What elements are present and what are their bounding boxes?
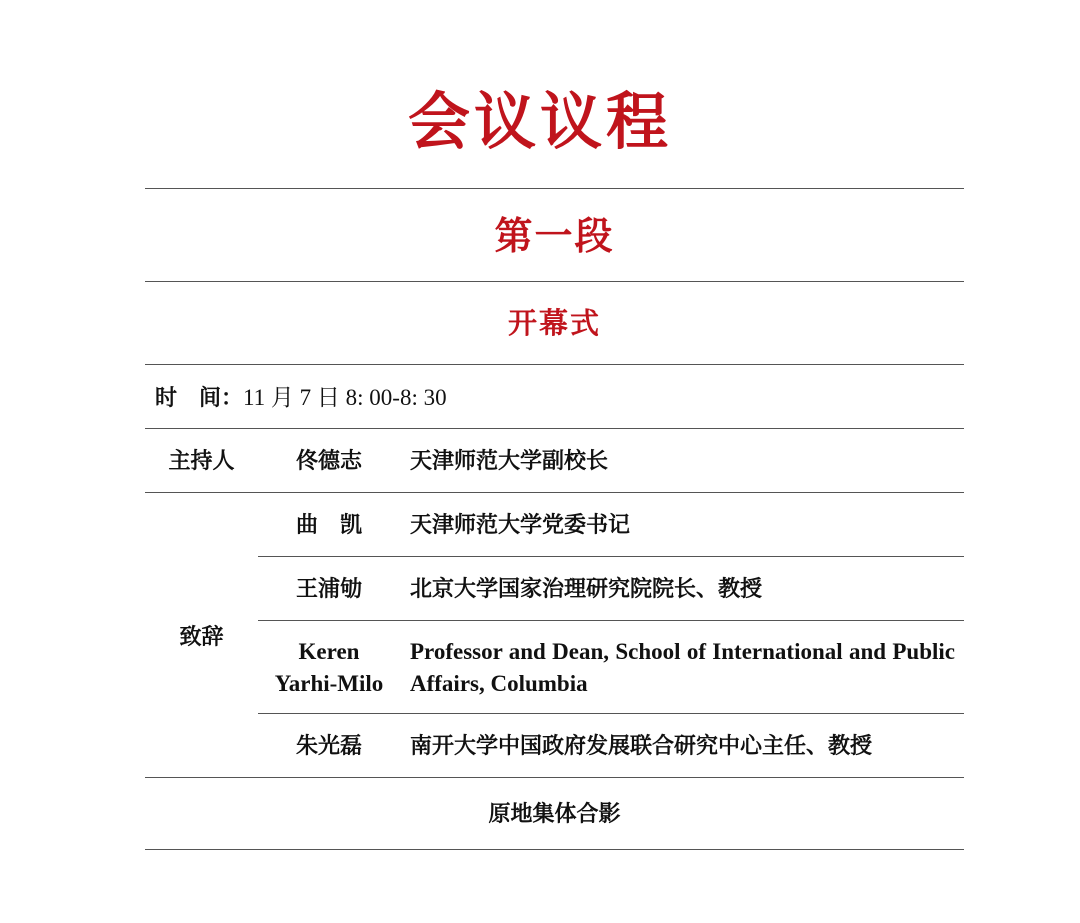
- time-value: 11 月 7 日 8: 00-8: 30: [243, 385, 447, 410]
- speaker-position: 天津师范大学党委书记: [410, 512, 631, 538]
- speaker-name: 曲 凯: [295, 512, 362, 538]
- host-name: 佟德志: [295, 448, 362, 474]
- speaker-position: Professor and Dean, School of International and Public Affairs, Columbia: [410, 639, 955, 696]
- speaker-position: 北京大学国家治理研究院院长、教授: [410, 576, 763, 602]
- speech-role-label: 致辞: [179, 624, 224, 650]
- divider: [145, 492, 964, 493]
- session-heading: 开幕式: [507, 306, 601, 340]
- speaker-name-line: Yarhi-Milo: [274, 671, 384, 696]
- speaker-position: 南开大学中国政府发展联合研究中心主任、教授: [410, 733, 873, 759]
- divider: [258, 556, 964, 557]
- time-row: [155, 380, 447, 417]
- divider: [145, 777, 964, 778]
- host-role-label: 主持人: [168, 448, 235, 474]
- divider: [258, 620, 964, 621]
- speaker-name: 王浦劬: [295, 576, 362, 602]
- divider: [145, 281, 964, 282]
- divider: [145, 364, 964, 365]
- divider: [145, 849, 964, 850]
- speaker-name: [258, 636, 400, 700]
- part-heading: 第一段: [494, 213, 615, 258]
- host-position: 天津师范大学副校长: [410, 448, 609, 474]
- agenda-title: 会议议程: [407, 85, 672, 158]
- divider: [258, 713, 964, 714]
- speaker-name-line: Keren: [298, 639, 360, 664]
- closing-activity: 原地集体合影: [488, 801, 621, 827]
- divider: [145, 428, 964, 429]
- divider: [145, 188, 964, 189]
- speaker-name: 朱光磊: [295, 733, 362, 759]
- time-label: 时 间：: [155, 385, 244, 411]
